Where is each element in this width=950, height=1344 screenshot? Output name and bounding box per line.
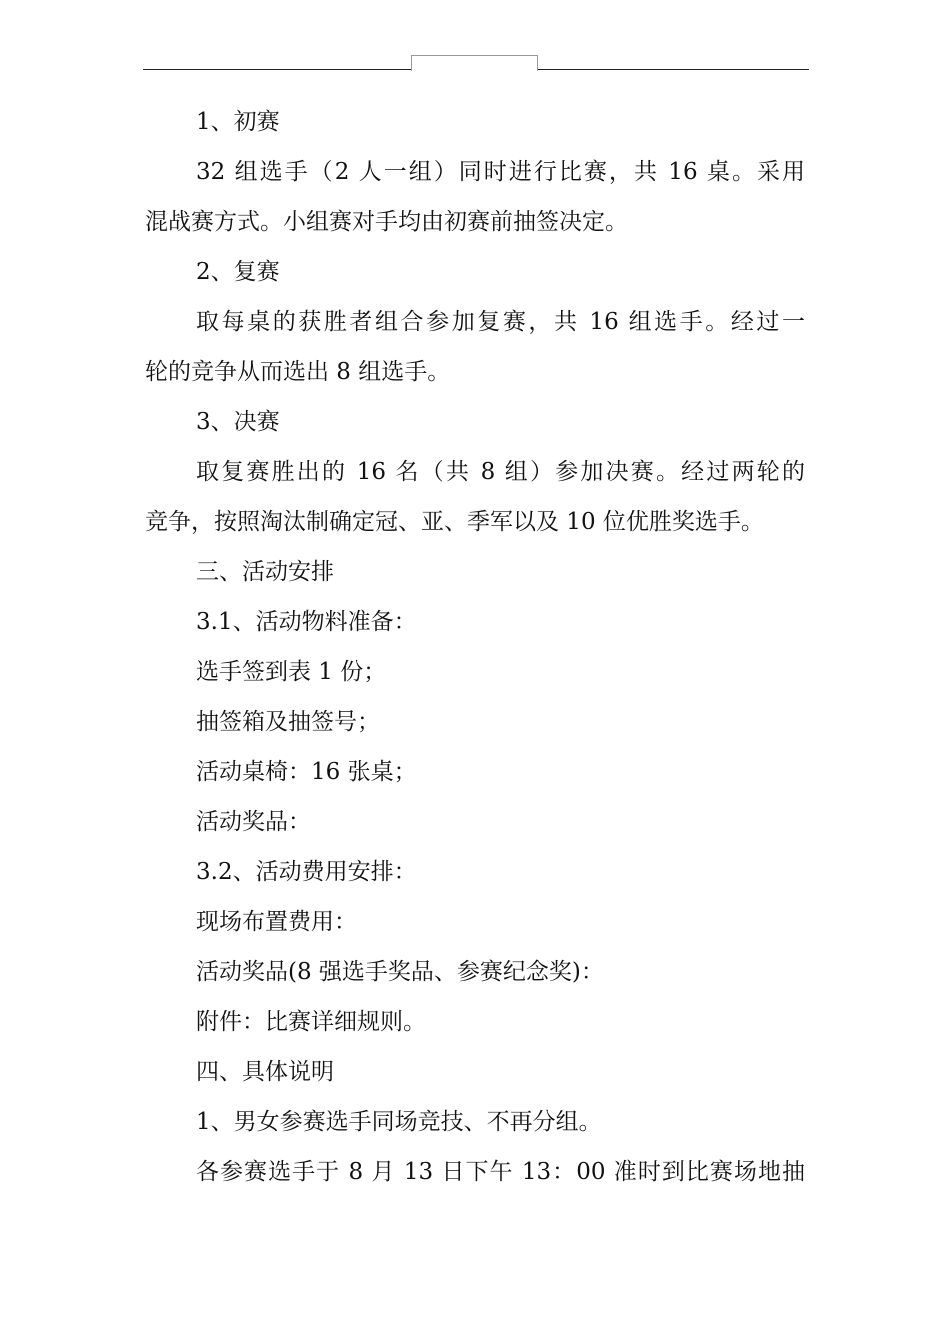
section-heading-arrangement: 三、活动安排 [196, 559, 334, 585]
paragraph-line: 取每桌的获胜者组合参加复赛，共 16 组选手。经过一 [196, 309, 805, 335]
list-item: 活动桌椅：16 张桌； [196, 759, 417, 785]
header-tab [411, 55, 538, 71]
paragraph-line: 竞争，按照淘汰制确定冠、亚、季军以及 10 位优胜奖选手。 [145, 509, 764, 535]
paragraph-line: 各参赛选手于 8 月 13 日下午 13：00 准时到比赛场地抽 [196, 1159, 805, 1185]
paragraph-line: 32 组选手（2 人一组）同时进行比赛，共 16 桌。采用 [196, 159, 805, 185]
list-item: 活动奖品(8 强选手奖品、参赛纪念奖)： [196, 959, 604, 985]
subsection-heading-materials: 3.1、活动物料准备： [196, 609, 417, 635]
list-item: 附件：比赛详细规则。 [196, 1009, 426, 1035]
heading-final: 3、决赛 [196, 409, 280, 435]
paragraph-line: 轮的竞争从而选出 8 组选手。 [145, 359, 451, 385]
list-item: 1、男女参赛选手同场竞技、不再分组。 [196, 1109, 602, 1135]
list-item: 选手签到表 1 份； [196, 659, 387, 685]
paragraph-line: 取复赛胜出的 16 名（共 8 组）参加决赛。经过两轮的 [196, 459, 805, 485]
subsection-heading-costs: 3.2、活动费用安排： [196, 859, 417, 885]
heading-semifinal: 2、复赛 [196, 259, 280, 285]
list-item: 活动奖品： [196, 809, 311, 835]
paragraph-line: 混战赛方式。小组赛对手均由初赛前抽签决定。 [145, 209, 628, 235]
document-body [145, 97, 805, 1197]
section-heading-details: 四、具体说明 [196, 1059, 334, 1085]
heading-preliminary: 1、初赛 [196, 109, 280, 135]
list-item: 现场布置费用： [196, 909, 357, 935]
list-item: 抽签箱及抽签号； [196, 709, 380, 735]
